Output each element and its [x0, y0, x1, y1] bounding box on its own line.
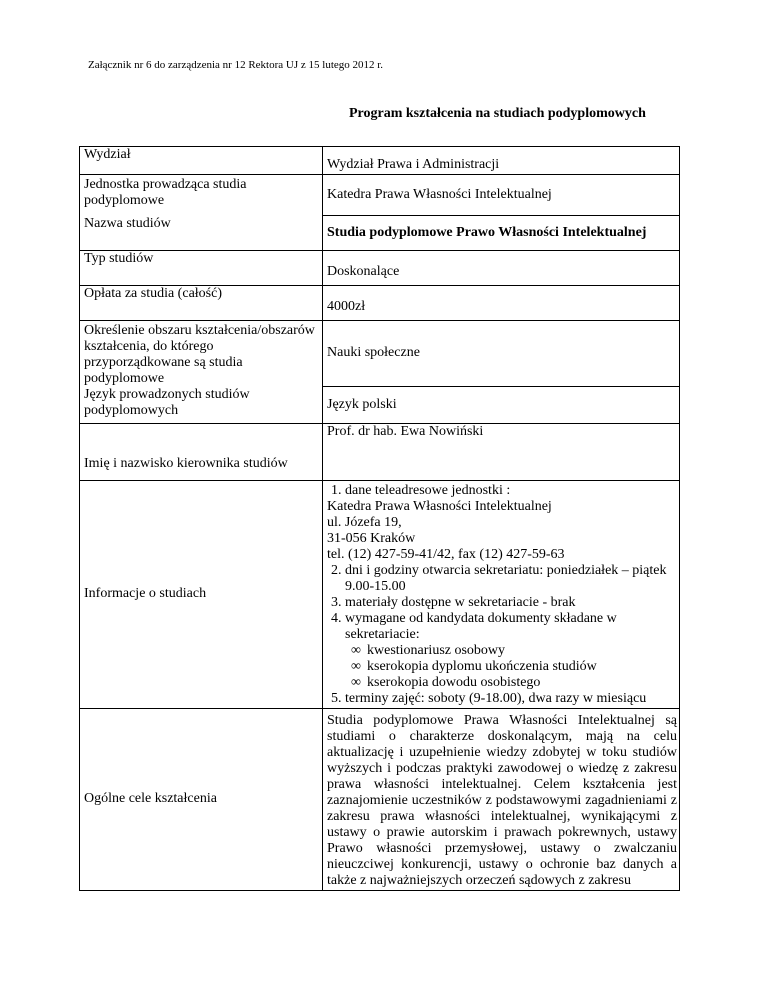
table-row-language: [80, 387, 680, 424]
faculty-value: Wydział Prawa i Administracji: [323, 147, 680, 175]
fee-label: Opłata za studia (całość): [80, 285, 323, 320]
name-label: Nazwa studiów: [80, 216, 323, 251]
info-item-4: 4. wymagane od kandydata dokumenty składane w sekretariacie:: [331, 610, 617, 642]
table-row-area: [80, 320, 680, 387]
annex-note: Załącznik nr 6 do zarządzenia nr 12 Rektora UJ z 15 lutego 2012 r.: [88, 59, 384, 71]
info-address-line-2: ul. Józefa 19,: [327, 514, 402, 530]
faculty-label: Wydział: [80, 147, 323, 175]
document-item: ∞ kserokopia dowodu osobistego: [351, 674, 541, 690]
info-list: [327, 483, 677, 499]
area-label: Określenie obszaru kształcenia/obszarów kształcenia, do którego przyporządkowane są studia podyplomowe: [80, 320, 323, 387]
info-item-2: 2. dni i godziny otwarcia sekretariatu: poniedziałek – piątek 9.00-15.00: [331, 562, 667, 594]
documents-list: [327, 643, 677, 691]
fee-value: 4000zł: [323, 285, 680, 320]
table-row-head: [80, 423, 680, 480]
type-value: Doskonalące: [323, 250, 680, 285]
info-item-5: 5. terminy zajęć: soboty (9-18.00), dwa razy w miesiącu: [331, 690, 647, 706]
info-item-3: 3. materiały dostępne w sekretariacie - brak: [331, 594, 576, 610]
info-address-line-3: 31-056 Kraków: [327, 530, 416, 546]
table-row-goals: [80, 708, 680, 890]
info-label: Informacje o studiach: [80, 480, 323, 708]
infinity-bullet-icon: ∞: [351, 642, 361, 658]
language-label: Język prowadzonych studiów podyplomowych: [80, 387, 323, 424]
table-row-fee: [80, 285, 680, 320]
language-value: Język polski: [323, 387, 680, 424]
infinity-bullet-icon: ∞: [351, 658, 361, 674]
unit-value: Katedra Prawa Własności Intelektualnej: [323, 175, 680, 216]
name-value: Studia podyplomowe Prawo Własności Intelektualnej: [323, 216, 680, 251]
table-row-info: [80, 480, 680, 708]
info-address-line-4: tel. (12) 427-59-41/42, fax (12) 427-59-63: [327, 546, 565, 562]
program-table: [79, 146, 680, 891]
info-item-1: 1. dane teleadresowe jednostki :: [331, 482, 511, 498]
document-item: ∞ kserokopia dyplomu ukończenia studiów: [351, 658, 597, 674]
unit-label: Jednostka prowadząca studia podyplomowe: [80, 175, 323, 216]
head-value: Prof. dr hab. Ewa Nowiński: [323, 423, 680, 480]
info-list-end: [327, 691, 677, 707]
type-label: Typ studiów: [80, 250, 323, 285]
area-value: Nauki społeczne: [323, 320, 680, 387]
head-label: Imię i nazwisko kierownika studiów: [80, 423, 323, 480]
goals-value: Studia podyplomowe Prawa Własności Intelektualnej są studiami o charakterze doskonalącym, mają na celu aktualizację i uzupełnienie wiedzy zdobytej w toku studiów wyższych i podczas praktyki zawodowej o wiedzę z zakresu prawa własności intelektualnej. Celem kształcenia jest zaznajomienie uczestników z podstawowymi zagadnieniami z zakresu prawa własności intelektualnej, wynikającymi z ustawy o prawie autorskim i prawach pokrewnych, ustawy Prawo własności przemysłowej, ustawy o zwalczaniu nieuczciwej konkurencji, ustawy o ochronie baz danych a także z najważniejszych orzeczeń sądowych z zakresu: [323, 708, 680, 890]
table-row-name: [80, 216, 680, 251]
table-row-unit: [80, 175, 680, 216]
info-list-cont: [327, 563, 677, 643]
document-title: Program kształcenia na studiach podyplomowych: [349, 106, 646, 121]
info-value: [323, 480, 680, 708]
goals-label: Ogólne cele kształcenia: [80, 708, 323, 890]
table-row-type: [80, 250, 680, 285]
document-item: ∞ kwestionariusz osobowy: [351, 642, 506, 658]
info-address-line-1: Katedra Prawa Własności Intelektualnej: [327, 498, 552, 514]
table-row-faculty: [80, 147, 680, 175]
infinity-bullet-icon: ∞: [351, 674, 361, 690]
